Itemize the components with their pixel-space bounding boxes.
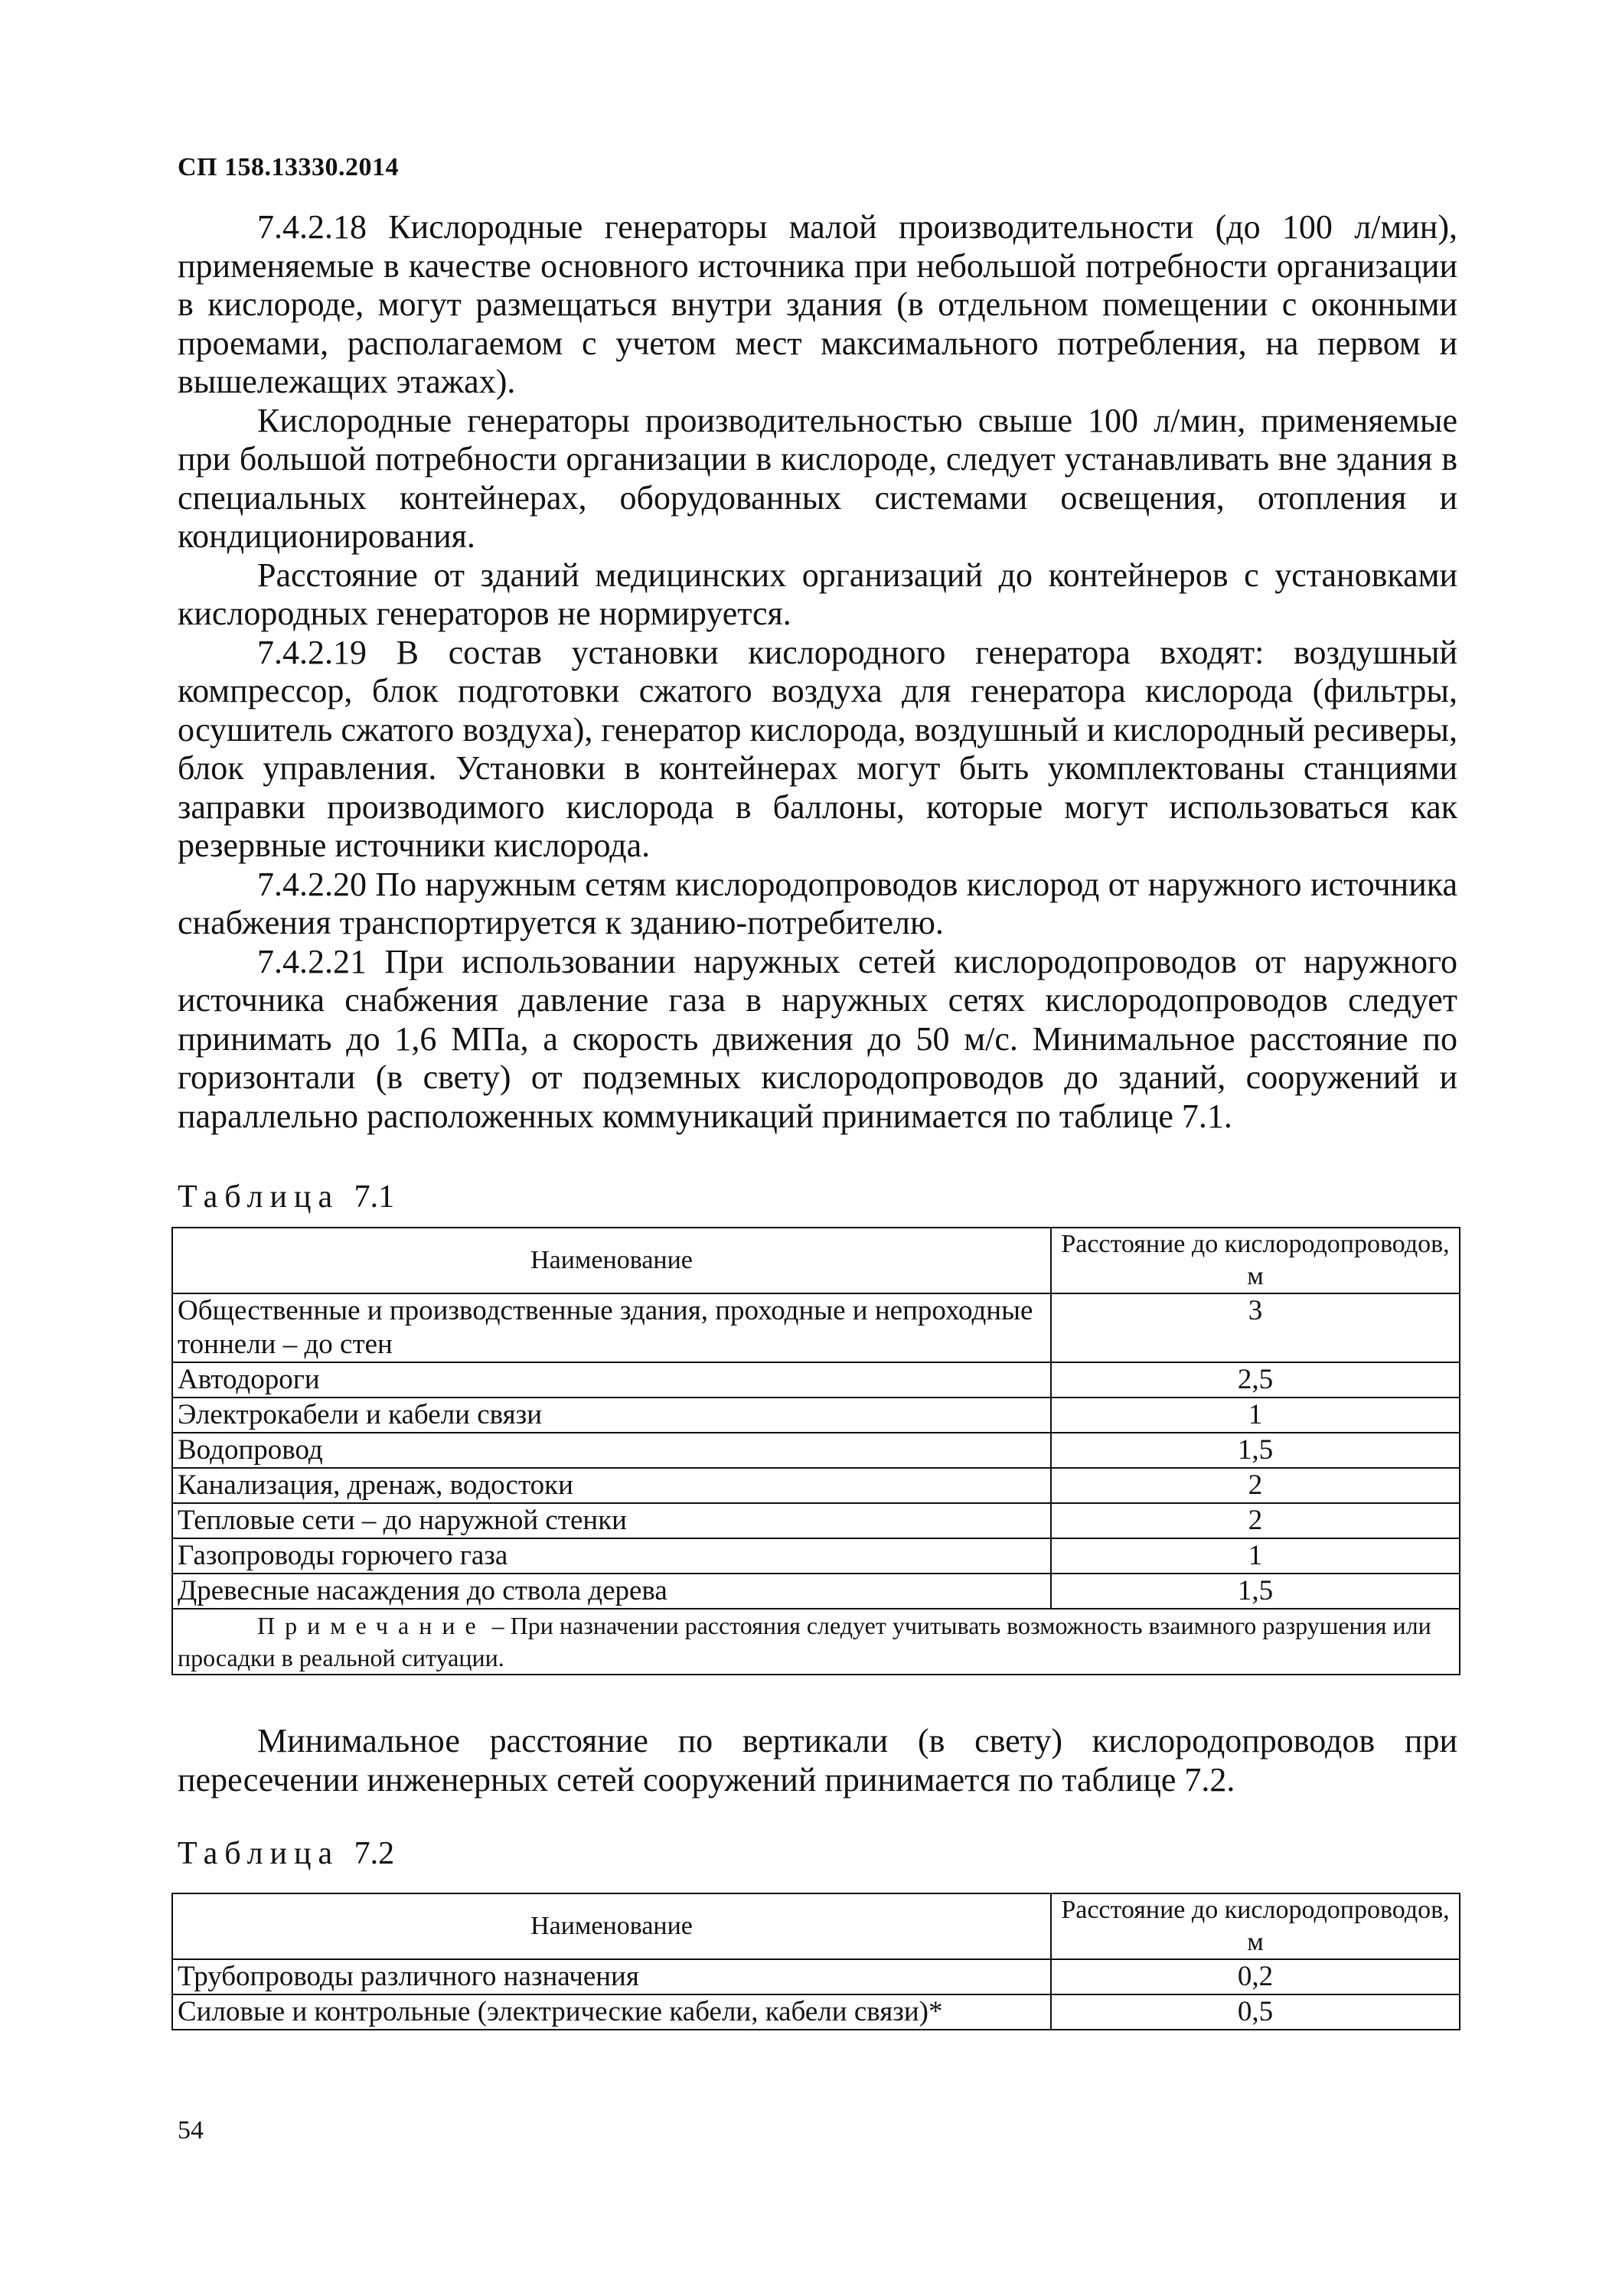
note-heading: Примечание (257, 1612, 486, 1639)
row-value: 0,2 (1051, 1959, 1460, 1994)
column-header-name: Наименование (172, 1228, 1051, 1293)
column-header-distance: Расстояние до кислородопроводов, м (1051, 1228, 1460, 1293)
row-value: 1,5 (1051, 1433, 1460, 1468)
column-header-distance: Расстояние до кислородопроводов, м (1051, 1893, 1460, 1959)
row-name: Электрокабели и кабели связи (172, 1397, 1051, 1433)
paragraph-7-4-2-20: 7.4.2.20 По наружным сетям кислородопроводов кислород от наружного источника снабжения транспортируется к зданию-потребителю. (178, 865, 1457, 941)
row-name: Силовые и контрольные (электрические кабели, кабели связи)* (172, 1994, 1051, 2030)
row-name: Автодороги (172, 1362, 1051, 1397)
page-number: 54 (178, 2116, 204, 2144)
table-header-row (172, 1893, 1460, 1959)
table-row (172, 1433, 1460, 1468)
row-value: 1 (1051, 1538, 1460, 1574)
table-row (172, 1293, 1460, 1362)
row-name: Газопроводы горючего газа (172, 1538, 1051, 1574)
paragraph-vertical-distance: Минимальное расстояние по вертикали (в свету) кислородопроводов при пересечении инженерных сетей сооружений принимается по таблице 7.2. (178, 1722, 1457, 1799)
row-value: 2,5 (1051, 1362, 1460, 1397)
table-caption-number: 7.1 (354, 1179, 395, 1215)
table-row (172, 1959, 1460, 1994)
table-7-2-caption (178, 1835, 394, 1872)
paragraph-generators-above-100: Кислородные генераторы производительностью свыше 100 л/мин, применяемые при большой потребности организации в кислороде, следует устанавливать вне здания в специальных контейнерах, оборудованных системами освещения, отопления и кондиционирования. (178, 401, 1457, 555)
paragraph-7-4-2-19: 7.4.2.19 В состав установки кислородного генератора входят: воздушный компрессор, блок подготовки сжатого воздуха для генератора кислорода (фильтры, осушитель сжатого воздуха), генератор кислорода, воздушный и кислородный ресиверы, блок управления. Установки в контейнерах могут быть укомплектованы станциями заправки производимого кислорода в баллоны, которые могут использоваться как резервные источники кислорода. (178, 633, 1457, 864)
row-name: Канализация, дренаж, водостоки (172, 1468, 1051, 1503)
row-value: 1,5 (1051, 1574, 1460, 1609)
table-note (172, 1609, 1460, 1675)
row-value: 0,5 (1051, 1994, 1460, 2030)
table-row (172, 1574, 1460, 1609)
paragraph-7-4-2-18: 7.4.2.18 Кислородные генераторы малой производительности (до 100 л/мин), применяемые в качестве основного источника при небольшой потребности организации в кислороде, могут размещаться внутри здания (в отдельном помещении с оконными проемами, располагаемом с учетом мест максимального потребления, на первом и вышележащих этажах). (178, 208, 1457, 400)
table-row (172, 1468, 1460, 1503)
row-name: Древесные насаждения до ствола дерева (172, 1574, 1051, 1609)
note-text: – При назначении расстояния следует учитывать возможность взаимного разрушения или просадки в реальной ситуации. (178, 1612, 1431, 1671)
row-value: 3 (1051, 1293, 1460, 1362)
row-name: Водопровод (172, 1433, 1051, 1468)
table-header-row (172, 1228, 1460, 1293)
paragraph-7-4-2-21: 7.4.2.21 При использовании наружных сетей кислородопроводов от наружного источника снабжения давление газа в наружных сетях кислородопроводов следует принимать до 1,6 МПа, а скорость движения до 50 м/с. Минимальное расстояние по горизонтали (в свету) от подземных кислородопроводов до зданий, сооружений и параллельно расположенных коммуникаций принимается по таблице 7.1. (178, 942, 1457, 1135)
table-note-row (172, 1609, 1460, 1675)
row-value: 2 (1051, 1468, 1460, 1503)
column-header-name: Наименование (172, 1893, 1051, 1959)
table-row (172, 1362, 1460, 1397)
row-name: Трубопроводы различного назначения (172, 1959, 1051, 1994)
table-caption-word: Таблица (178, 1179, 340, 1215)
table-7-1-caption (178, 1179, 394, 1215)
table-row (172, 1538, 1460, 1574)
table-7-2 (171, 1893, 1460, 2030)
table-row (172, 1994, 1460, 2030)
table-caption-number: 7.2 (354, 1836, 395, 1871)
paragraph-block-after-table (178, 1722, 1457, 1799)
table-row (172, 1397, 1460, 1433)
row-name: Общественные и производственные здания, проходные и непроходные тоннели – до стен (172, 1293, 1051, 1362)
row-value: 2 (1051, 1503, 1460, 1538)
table-caption-word: Таблица (178, 1836, 340, 1871)
row-name: Тепловые сети – до наружной стенки (172, 1503, 1051, 1538)
paragraph-distance-not-regulated: Расстояние от зданий медицинских организаций до контейнеров с установками кислородных генераторов не нормируется. (178, 556, 1457, 632)
row-value: 1 (1051, 1397, 1460, 1433)
table-7-1 (171, 1227, 1460, 1675)
main-text (178, 208, 1457, 1136)
document-code: СП 158.13330.2014 (178, 153, 399, 181)
table-row (172, 1503, 1460, 1538)
